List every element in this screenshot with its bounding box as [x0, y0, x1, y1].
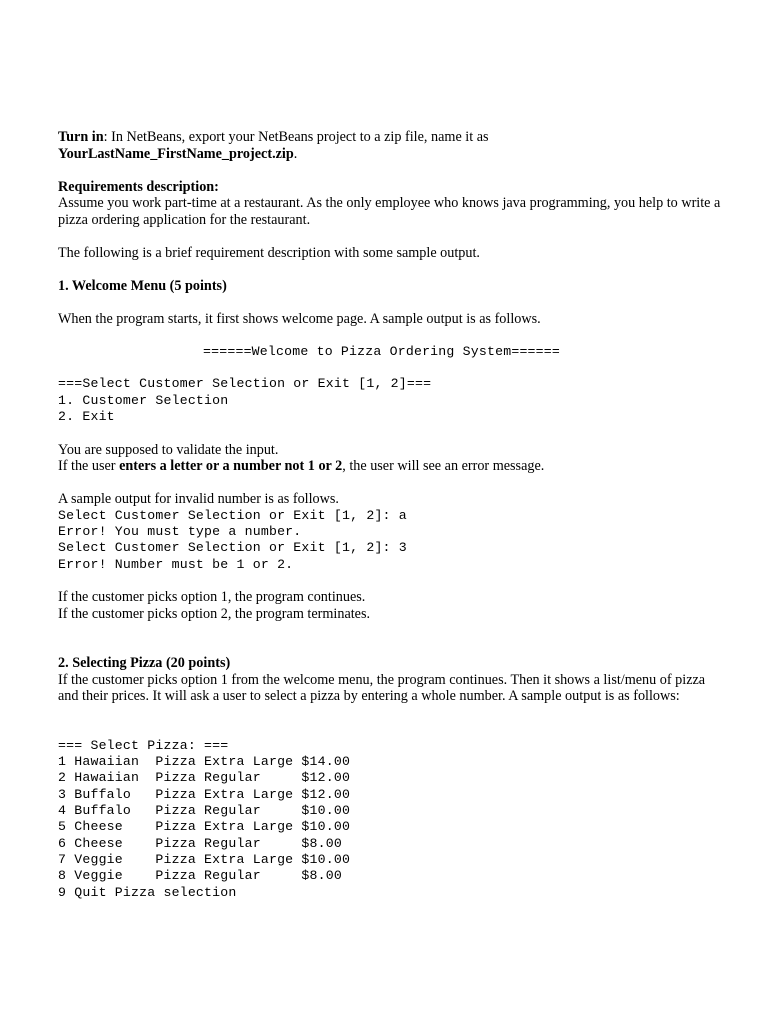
section1-heading: [58, 278, 728, 295]
section2-body: If the customer picks option 1 from the welcome menu, the program continues. Then it shows a list/menu of pizza and their prices. It will ask a user to select a pizza by entering a whole number. A sample output is as follows:: [58, 671, 706, 705]
code-line: 7 Veggie Pizza Extra Large $10.00: [58, 851, 351, 867]
code-line: 4 Buffalo Pizza Regular $10.00: [58, 803, 351, 819]
validate-line: You are supposed to validate the input.: [58, 441, 279, 458]
turn-in-end: .: [293, 145, 298, 162]
error-post: , the user will see an error message.: [342, 458, 545, 475]
turn-in-text: : In NetBeans, export your NetBeans project to a zip file, name it as: [103, 129, 489, 145]
invalid-sample-output: [58, 508, 728, 573]
section2-heading: [58, 655, 728, 672]
turn-in-paragraph: [58, 129, 728, 162]
code-line: 8 Veggie Pizza Regular $8.00: [58, 868, 342, 884]
welcome-menu-output: [58, 376, 728, 425]
code-line: 1 Hawaiian Pizza Extra Large $14.00: [58, 754, 351, 770]
code-line: 9 Quit Pizza selection: [58, 884, 237, 900]
pizza-menu-output: [58, 738, 728, 901]
section1-intro: When the program starts, it first shows welcome page. A sample output is as follows.: [58, 310, 541, 327]
code-line: ===Select Customer Selection or Exit [1, 2]===: [58, 376, 432, 392]
code-line: === Select Pizza: ===: [58, 737, 229, 753]
requirements-intro: The following is a brief requirement description with some sample output.: [58, 244, 480, 261]
code-line: Error! Number must be 1 or 2.: [58, 556, 294, 572]
requirements-heading: [58, 179, 728, 196]
code-line: Error! You must type a number.: [58, 523, 302, 539]
error-bold: enters a letter or a number not 1 or 2: [119, 458, 343, 475]
turn-in-label: Turn in: [58, 129, 104, 145]
code-line: Select Customer Selection or Exit [1, 2]: a: [58, 507, 407, 523]
section1-heading-text: 1. Welcome Menu (5 points): [58, 277, 227, 294]
sample-intro: A sample output for invalid number is as follows.: [58, 491, 339, 508]
welcome-banner: ======Welcome to Pizza Ordering System======: [203, 343, 561, 359]
requirements-heading-text: Requirements description:: [58, 178, 219, 195]
requirements-body: Assume you work part-time at a restaurant. As the only employee who knows java programming, you help to write a pizza ordering application for the restaurant.: [58, 195, 721, 228]
code-line: 3 Buffalo Pizza Extra Large $12.00: [58, 786, 351, 802]
option1-line: If the customer picks option 1, the program continues.: [58, 589, 366, 606]
error-description: [58, 458, 728, 475]
code-line: 2. Exit: [58, 408, 115, 424]
error-pre: If the user: [58, 458, 120, 475]
code-line: Select Customer Selection or Exit [1, 2]: 3: [58, 540, 407, 556]
code-line: 6 Cheese Pizza Regular $8.00: [58, 835, 342, 851]
code-line: 1. Customer Selection: [58, 392, 229, 408]
section2-heading-text: 2. Selecting Pizza (20 points): [58, 655, 231, 672]
code-line: 5 Cheese Pizza Extra Large $10.00: [58, 819, 351, 835]
project-filename: YourLastName_FirstName_project.zip: [58, 145, 294, 162]
code-line: 2 Hawaiian Pizza Regular $12.00: [58, 770, 351, 786]
option2-line: If the customer picks option 2, the program terminates.: [58, 605, 371, 622]
document-page: [58, 129, 728, 901]
